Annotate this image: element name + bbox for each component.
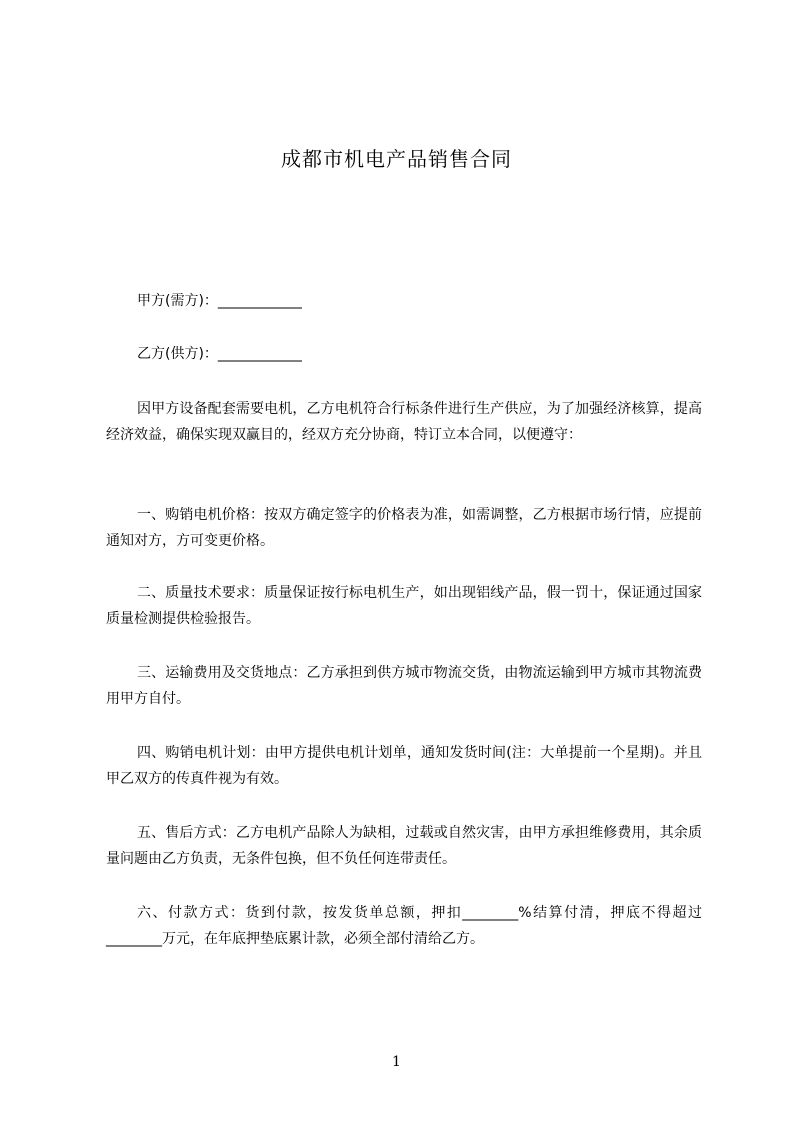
clause-transport: 三、运输费用及交货地点：乙方承担到供方城市物流交货，由物流运输到甲方城市其物流费用甲方自付。 <box>106 665 702 707</box>
page-number: 1 <box>392 1054 401 1070</box>
clause-after-sales: 五、售后方式：乙方电机产品除人为缺相，过载或自然灾害，由甲方承担维修费用，其余质量问题由乙方负责，无条件包换，但不负任何连带责任。 <box>106 825 702 867</box>
document-title: 成都市机电产品销售合同 <box>281 147 512 171</box>
party-a-line: 甲方(需方)：____________ <box>137 293 302 309</box>
clause-price: 一、购销电机价格：按双方确定签字的价格表为准，如需调整，乙方根据市场行情，应提前通知对方，方可变更价格。 <box>106 507 702 549</box>
intro-paragraph: 因甲方设备配套需要电机，乙方电机符合行标条件进行生产供应，为了加强经济核算，提高经济效益，确保实现双赢目的，经双方充分协商，特订立本合同，以便遵守： <box>106 401 702 443</box>
clause-quality: 二、质量技术要求：质量保证按行标电机生产，如出现铝线产品，假一罚十，保证通过国家质量检测提供检验报告。 <box>106 585 702 627</box>
clause-payment: 六、付款方式：货到付款，按发货单总额，押扣________%结算付清，押底不得超过________万元，在年底押垫底累计款，必须全部付清给乙方。 <box>106 905 702 947</box>
party-b-line: 乙方(供方)：____________ <box>137 346 302 362</box>
clause-plan: 四、购销电机计划：由甲方提供电机计划单，通知发货时间(注：大单提前一个星期)。并且甲乙双方的传真件视为有效。 <box>106 745 702 787</box>
